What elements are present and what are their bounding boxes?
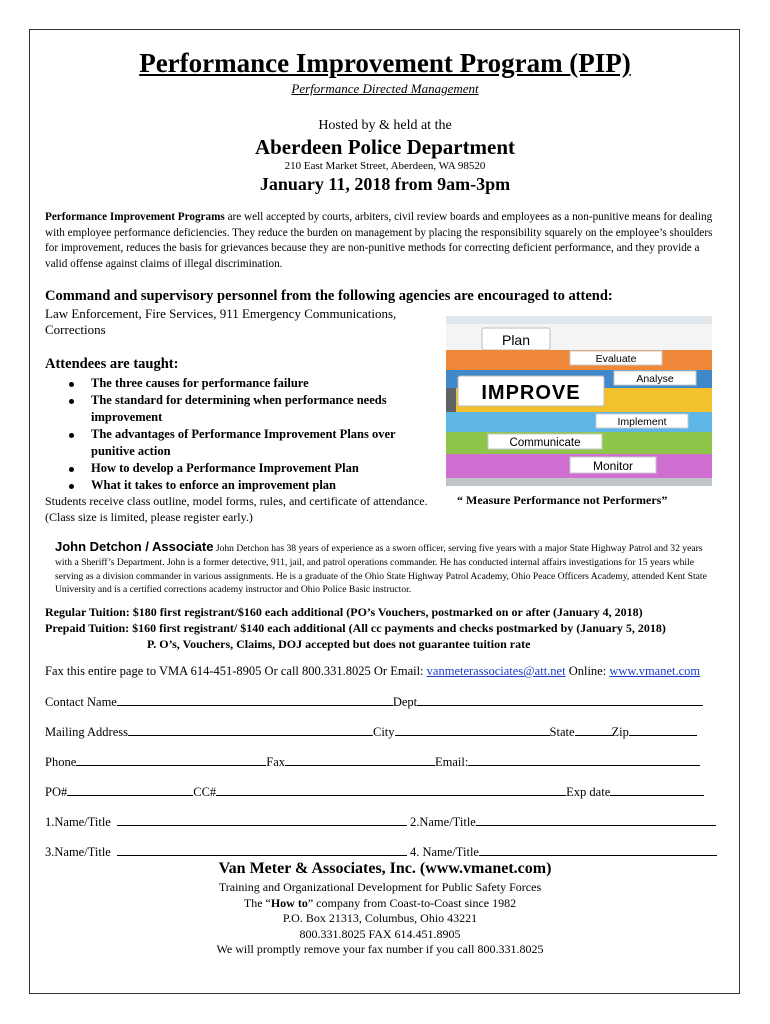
bullet-icon — [69, 484, 74, 489]
form-row-names-2: 3.Name/Title 4. Name/Title — [45, 844, 717, 860]
state-field[interactable] — [575, 724, 612, 736]
host-name: Aberdeen Police Department — [254, 135, 516, 159]
zip-field[interactable] — [629, 724, 697, 736]
contact-line: Fax this entire page to VMA 614-451-8905 Or call 800.331.8025 Or Email: vanmeterassociates@att.net Online: www.vmanet.com — [45, 664, 701, 678]
company-name: Van Meter & Associates, Inc. (www.vmanet.com) — [218, 860, 552, 877]
page-subtitle: Performance Directed Management — [291, 81, 479, 96]
form-row-names-1: 1.Name/Title 2.Name/Title — [45, 814, 716, 830]
monitor-label: Monitor — [592, 459, 634, 473]
trainer-bio-text: John Detchon has 38 years of experience as a sworn officer, serving five years with a major State Highway Patrol and 32 years with a Sheriff’s Department. John is a former detective, 911, jail, and patrol operations commander. He has conducted internal affairs investigations for 15 years while serving as a division commander in various assignments. He is a graduate of the Ohio State Highway Patrol Academy, Ohio Peace Officers Academy, attended Kent State University and is a certified corrections academy instructor and Ohio Police Basic instructor. — [55, 543, 707, 596]
bullet-icon — [69, 399, 74, 404]
email-field[interactable] — [468, 754, 700, 766]
quote-text: “ Measure Performance not Performers” — [457, 493, 668, 507]
evaluate-label: Evaluate — [595, 353, 637, 365]
name-title-3-field[interactable] — [117, 844, 407, 856]
improve-label: IMPROVE — [481, 382, 581, 404]
agencies-heading: Command and supervisory personnel from the following agencies are encouraged to attend: — [45, 288, 613, 304]
form-row-phone: Phone Fax Email: — [45, 754, 700, 770]
communicate-label: Communicate — [509, 437, 581, 449]
form-row-address: Mailing Address City State Zip — [45, 724, 697, 740]
exp-date-field[interactable] — [610, 784, 704, 796]
regular-tuition: Regular Tuition: $180 first registrant/$160 each additional (PO’s Vouchers, postmarked on or after (January 4, 2018) — [45, 605, 643, 619]
taught-list — [66, 375, 436, 494]
email-link[interactable]: vanmeterassociates@att.net — [426, 664, 566, 678]
bullet-icon — [69, 467, 74, 472]
form-row-contact: Contact Name Dept — [45, 694, 703, 710]
form-row-payment: PO# CC# Exp date — [45, 784, 704, 800]
taught-item: The advantages of Performance Improvement Plans over punitive action — [66, 426, 436, 460]
fax-field[interactable] — [285, 754, 435, 766]
bullet-icon — [69, 433, 74, 438]
implement-label: Implement — [617, 416, 667, 428]
po-field[interactable] — [67, 784, 193, 796]
payment-note: P. O’s, Vouchers, Claims, DOJ accepted but does not guarantee tuition rate — [147, 637, 531, 651]
agencies-list: Law Enforcement, Fire Services, 911 Emergency Communications, Corrections — [45, 306, 397, 337]
cc-field[interactable] — [216, 784, 566, 796]
page-title: Performance Improvement Program (PIP) — [139, 48, 631, 78]
name-title-2-field[interactable] — [476, 814, 716, 826]
analyse-label: Analyse — [636, 373, 674, 385]
taught-item: The standard for determining when performance needs improvement — [66, 392, 436, 426]
event-date: January 11, 2018 from 9am-3pm — [259, 174, 511, 194]
improve-tabs-graphic — [446, 316, 712, 486]
website-link[interactable]: www.vmanet.com — [609, 664, 701, 678]
taught-item: The three causes for performance failure — [66, 375, 436, 392]
company-info: Training and Organizational Development for Public Safety Forces The “How to” company from Coast-to-Coast since 1982 P.O. Box 21313, Columbus, Ohio 43221 800.331.8025 FAX 614.451.8905 We will promptly remove your fax number if you call 800.331.8025 — [0, 880, 760, 958]
phone-field[interactable] — [76, 754, 266, 766]
name-title-1-field[interactable] — [117, 814, 407, 826]
tuition-block — [45, 604, 666, 652]
intro-body: are well accepted by courts, arbiters, civil review boards and employees as a non-punitive means for dealing with employee performance deficiencies. They reduce the burden on management by placing the responsibility squarely on the employee’s shoulders for improvement, reduces the basis for grievances because they are non-punitive methods for correcting deficient performance, and they provide a valid offense against claims of illegal discrimination. — [45, 211, 713, 270]
taught-item: How to develop a Performance Improvement Plan — [66, 460, 436, 477]
taught-item: What it takes to enforce an improvement plan — [66, 477, 436, 494]
how-to-line: The “How to” company from Coast-to-Coast since 1982 — [243, 895, 517, 910]
trainer-name: John Detchon / Associate — [55, 539, 214, 554]
taught-heading: Attendees are taught: — [45, 356, 179, 372]
dept-field[interactable] — [417, 694, 703, 706]
name-title-4-field[interactable] — [479, 844, 717, 856]
intro-paragraph — [45, 210, 715, 272]
bullet-icon — [69, 382, 74, 387]
trainer-bio — [55, 540, 720, 597]
city-field[interactable] — [395, 724, 550, 736]
students-note: Students receive class outline, model forms, rules, and certificate of attendance. (Class size is limited, please register early.) — [45, 494, 428, 524]
hosted-by-text: Hosted by & held at the — [318, 118, 452, 133]
contact-name-field[interactable] — [117, 694, 393, 706]
host-address: 210 East Market Street, Aberdeen, WA 98520 — [284, 160, 486, 172]
plan-label: Plan — [501, 332, 531, 348]
intro-lead: Performance Improvement Programs — [45, 211, 225, 223]
mailing-address-field[interactable] — [128, 724, 373, 736]
prepaid-tuition: Prepaid Tuition: $160 first registrant/ $140 each additional (All cc payments and checks postmarked by (January 5, 2018) — [45, 621, 666, 635]
